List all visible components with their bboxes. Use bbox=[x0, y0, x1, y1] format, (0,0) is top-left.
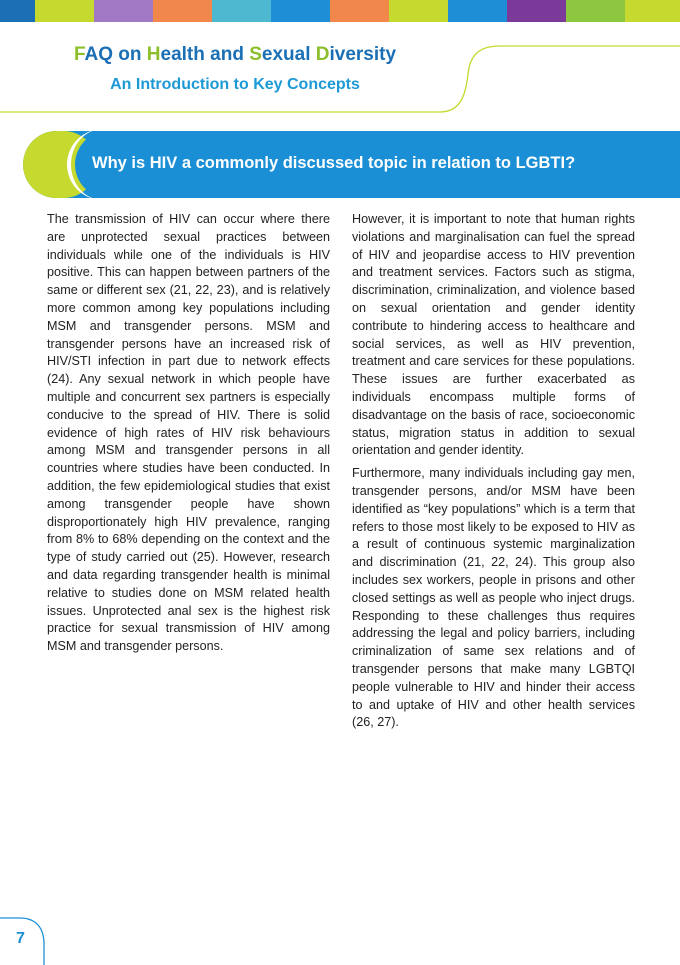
question-heading: Why is HIV a commonly discussed topic in relation to LGBTI? bbox=[92, 154, 576, 172]
page-title bbox=[0, 44, 470, 66]
page-number: 7 bbox=[16, 930, 25, 947]
body-paragraph: The transmission of HIV can occur where there are unprotected sexual practices between individuals while one of the individuals is HIV positive. This can happen between partners of the same or different sex (21, 22, 23), and is relatively more common among key populations including MSM and transgender persons. MSM and transgender persons have an increased risk of HIV/STI infection in part due to network effects (24). Any sexual network in which people have multiple and concurrent sex partners is especially conducive to the spread of HIV. There is solid evidence of high rates of HIV risk behaviours among MSM and transgender persons in all countries where studies have been conducted. In addition, the few epidemiological studies that exist among transgender people have shown disproportionately high HIV prevalence, ranging from 8% to 68% depending on the context and the type of study carried out (25). However, research and data regarding transgender health is minimal relative to studies done on MSM related health issues. Unprotected anal sex is the highest risk practice for sexual transmission of HIV among MSM and transgender persons. bbox=[47, 212, 330, 654]
title-text: exual bbox=[261, 44, 316, 65]
body-paragraph: However, it is important to note that human rights violations and marginalisation can fuel the spread of HIV and jeopardise access to HIV prevention and treatment services. Factors such as stigma, discrimination, criminalization, and violence based on sexual orientation and gender identity contribute to hindering access to healthcare and social services, as well as HIV prevention, treatment and care services for these populations. These issues are further exacerbated as individuals encompass multiple forms of disadvantage on the basis of race, socioeconomic status, migration status in addition to sexual orientation and gender identity. bbox=[352, 212, 635, 458]
right-column bbox=[352, 211, 635, 737]
footer-decorative-curve bbox=[0, 0, 60, 965]
title-initial-letter: S bbox=[249, 44, 262, 65]
page-subtitle: An Introduction to Key Concepts bbox=[110, 76, 360, 93]
left-column bbox=[47, 211, 330, 661]
header bbox=[0, 44, 470, 94]
title-initial-letter: H bbox=[146, 44, 161, 65]
title-initial-letter: F bbox=[73, 44, 85, 65]
title-text: AQ on bbox=[84, 44, 147, 65]
title-text: iversity bbox=[329, 44, 397, 65]
body-paragraph: Furthermore, many individuals including gay men, transgender persons, and/or MSM have been identified as “key populations” which is a term that refers to those most likely to be exposed to HIV as a result of continuous systemic marginalization and discrimination (21, 22, 24). This group also includes sex workers, people in prisons and other closed settings as well as people who inject drugs. Responding to these challenges thus requires addressing the legal and policy barriers, including criminalization of same sex relations and of transgender persons that make many LGBTQI people vulnerable to HIV and hinder their access to and uptake of HIV and other health services (26, 27). bbox=[352, 466, 635, 730]
title-text: ealth and bbox=[160, 44, 250, 65]
title-initial-letter: D bbox=[315, 44, 330, 65]
